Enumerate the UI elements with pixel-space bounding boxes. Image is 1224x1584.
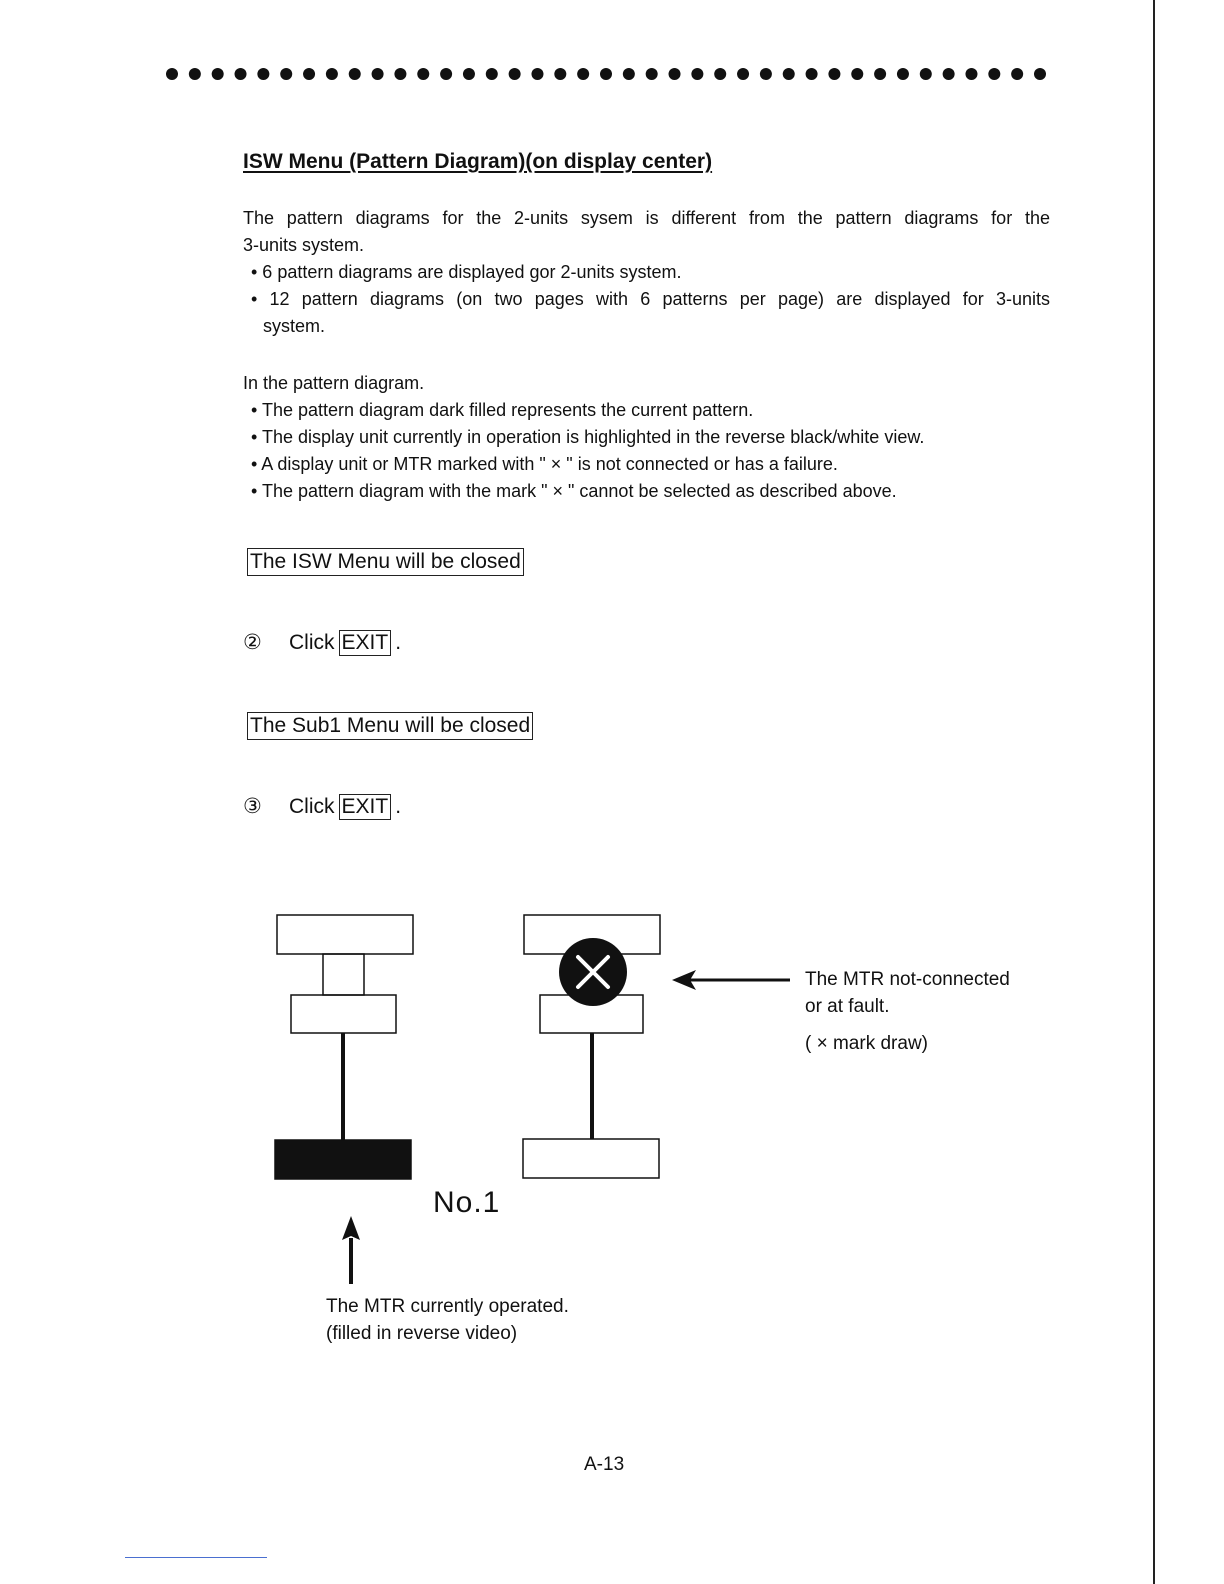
header-dot <box>965 68 977 80</box>
header-dot <box>372 68 384 80</box>
header-dot <box>1011 68 1023 80</box>
callout-mtr-operated-line-1: The MTR currently operated. <box>326 1296 569 1317</box>
header-dot <box>828 68 840 80</box>
pattern-note-3: • A display unit or MTR marked with " × " is not connected or has a failure. <box>251 454 838 474</box>
pattern-note-1: • The pattern diagram dark filled represents the current pattern. <box>251 400 754 420</box>
right-mtr-box <box>523 1139 659 1178</box>
pattern-number-label: No.1 <box>433 1186 501 1219</box>
header-dot <box>988 68 1000 80</box>
header-dot <box>623 68 635 80</box>
header-dot <box>235 68 247 80</box>
header-dot <box>691 68 703 80</box>
header-dot <box>303 68 315 80</box>
left-arrow-icon <box>672 970 790 990</box>
pattern-left <box>275 915 413 1179</box>
callout-mtr-fault-line-3: ( × mark draw) <box>805 1033 928 1054</box>
header-dot <box>737 68 749 80</box>
right-display-unit-mid <box>540 995 643 1033</box>
left-display-unit-mid <box>291 995 396 1033</box>
sub1-menu-closed-note: The Sub1 Menu will be closed <box>247 712 533 740</box>
step-2-period: . <box>395 631 402 654</box>
left-mtr-operated <box>275 1140 411 1179</box>
header-dot <box>166 68 178 80</box>
fault-x-icon <box>559 938 627 1006</box>
step-3 <box>243 793 401 821</box>
header-dot <box>669 68 681 80</box>
header-dot <box>920 68 932 80</box>
right-margin-rule <box>1153 0 1155 1584</box>
header-dot <box>851 68 863 80</box>
callout-mtr-operated <box>326 1293 569 1347</box>
intro-bullet-2-cont: system. <box>263 316 326 336</box>
header-dot <box>897 68 909 80</box>
step-3-number: ③ <box>243 795 262 818</box>
dotted-header-rule <box>160 62 1052 86</box>
exit-button-ref-1: EXIT <box>339 630 392 656</box>
header-dot <box>440 68 452 80</box>
intro-line-1: The pattern diagrams for the 2-units sysem is different from the pattern diagrams for the <box>243 208 1050 228</box>
step-2 <box>243 629 401 657</box>
step-2-number: ② <box>243 631 262 654</box>
header-dot <box>714 68 726 80</box>
intro-bullet-1: • 6 pattern diagrams are displayed gor 2-units system. <box>251 262 682 282</box>
header-dot <box>577 68 589 80</box>
callout-mtr-operated-line-2: (filled in reverse video) <box>326 1323 518 1344</box>
section-heading: ISW Menu (Pattern Diagram)(on display center) <box>243 150 713 173</box>
left-display-unit-top <box>277 915 413 954</box>
exit-button-ref-2: EXIT <box>339 794 392 820</box>
callout-mtr-fault <box>805 966 1010 1057</box>
header-dot <box>760 68 772 80</box>
pattern-note-2: • The display unit currently in operation is highlighted in the reverse black/white view. <box>251 427 925 447</box>
step-3-period: . <box>395 795 402 818</box>
callout-mtr-fault-line-1: The MTR not-connected <box>805 969 1010 990</box>
header-dot <box>1034 68 1046 80</box>
pattern-note-4: • The pattern diagram with the mark " × " cannot be selected as described above. <box>251 481 897 501</box>
header-dot <box>554 68 566 80</box>
pattern-notes-lead: In the pattern diagram. <box>243 373 425 393</box>
header-dot <box>349 68 361 80</box>
header-dot <box>280 68 292 80</box>
header-dot <box>943 68 955 80</box>
up-arrow-icon <box>342 1216 360 1284</box>
header-dot <box>874 68 886 80</box>
header-dot <box>417 68 429 80</box>
intro-line-2: 3-units system. <box>243 235 365 255</box>
header-dot <box>646 68 658 80</box>
header-dot <box>212 68 224 80</box>
header-dot <box>783 68 795 80</box>
intro-paragraph <box>243 205 1050 340</box>
header-dot <box>189 68 201 80</box>
step-2-text: Click <box>289 631 335 654</box>
header-dot <box>509 68 521 80</box>
page-number: A-13 <box>584 1454 625 1475</box>
header-dot <box>806 68 818 80</box>
footer-rule <box>125 1557 267 1558</box>
pattern-notes <box>243 370 1050 505</box>
right-display-unit-top <box>524 915 660 954</box>
header-dot <box>600 68 612 80</box>
pattern-right <box>523 915 660 1178</box>
header-dot <box>326 68 338 80</box>
callout-mtr-fault-line-2: or at fault. <box>805 996 890 1017</box>
step-3-text: Click <box>289 795 335 818</box>
left-connector-box <box>323 954 364 995</box>
intro-bullet-2: • 12 pattern diagrams (on two pages with 6 patterns per page) are displayed for 3-units <box>251 289 1050 309</box>
isw-menu-closed-note: The ISW Menu will be closed <box>247 548 524 576</box>
header-dot <box>486 68 498 80</box>
header-dot <box>257 68 269 80</box>
header-dot <box>463 68 475 80</box>
header-dot <box>394 68 406 80</box>
header-dot <box>531 68 543 80</box>
